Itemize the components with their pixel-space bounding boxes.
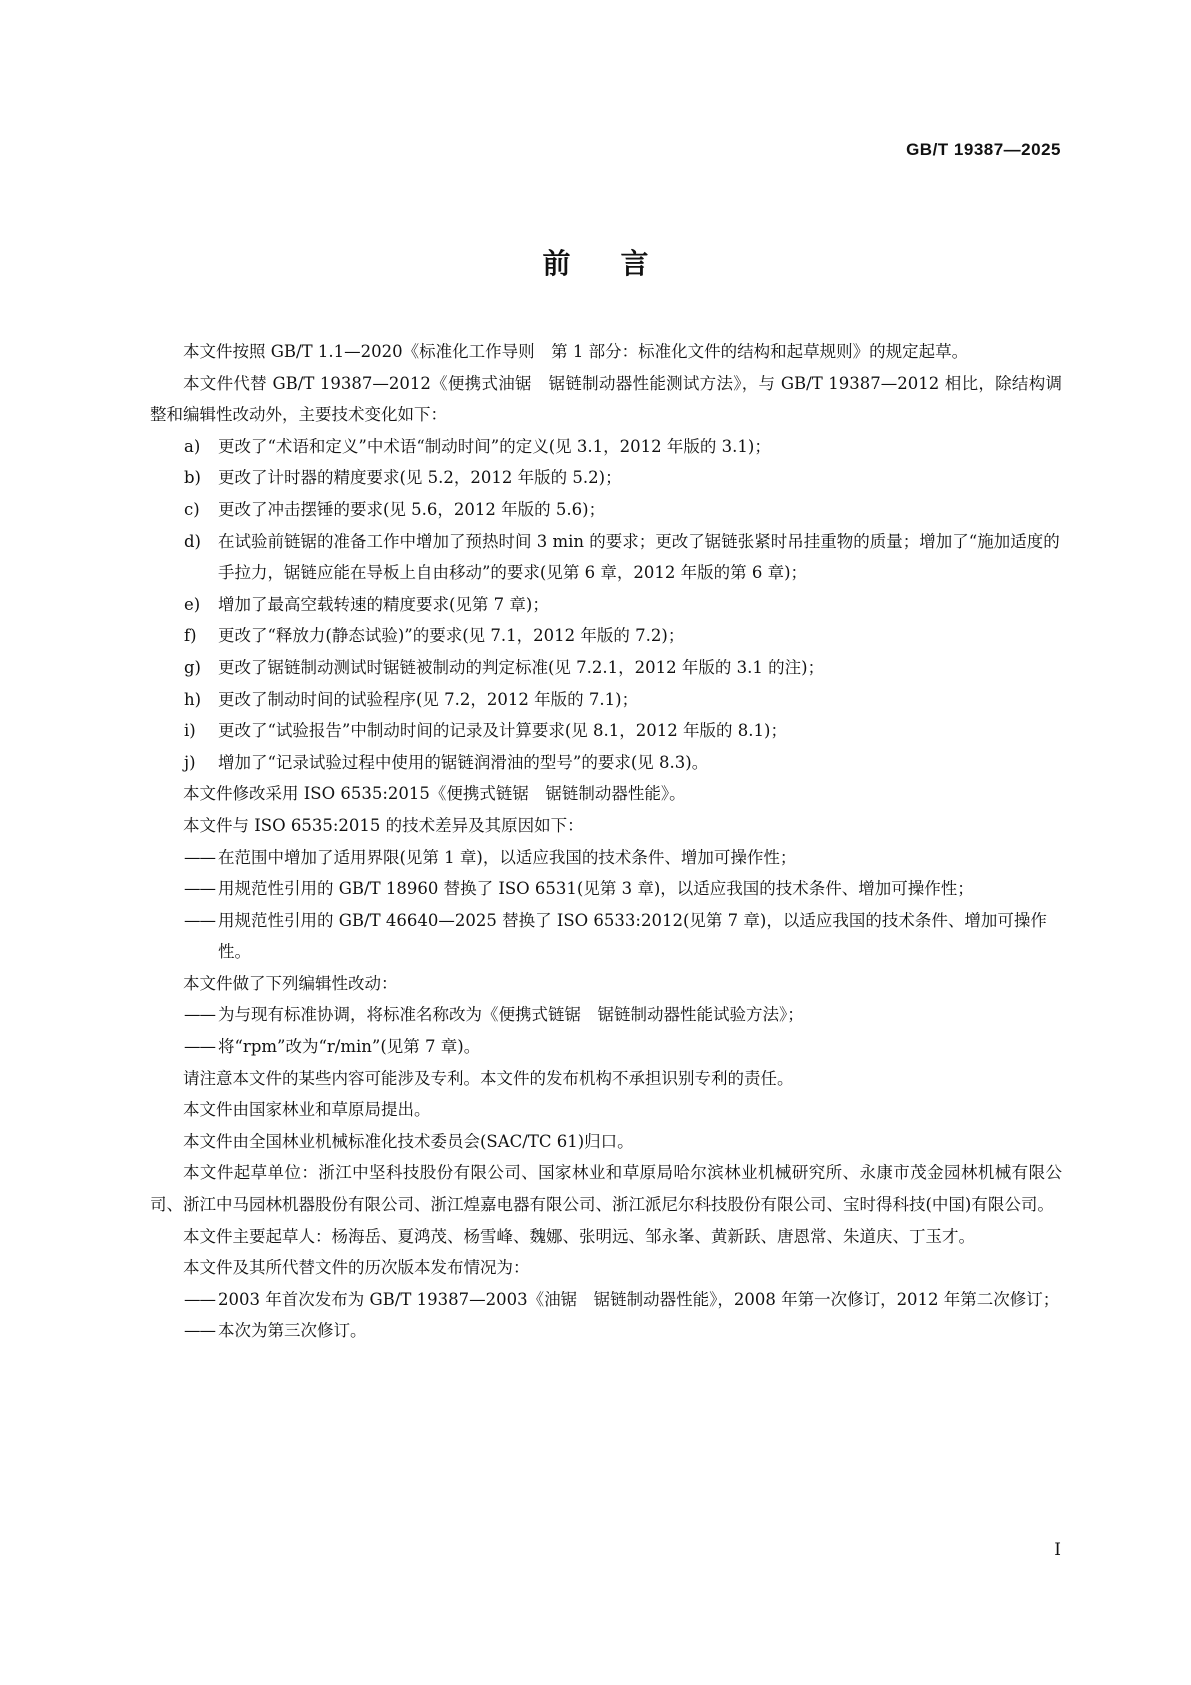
paragraph: 本文件主要起草人：杨海岳、夏鸿茂、杨雪峰、魏娜、张明远、邹永峯、黄新跃、唐恩常、朱道庆、丁玉才。 [183, 1226, 975, 1246]
paragraph: 本文件由全国林业机械标准化技术委员会(SAC/TC 61)归口。 [183, 1131, 634, 1151]
dash-label: —— [184, 910, 215, 930]
dash-text: 本次为第三次修订。 [218, 1321, 367, 1341]
dash-label: —— [184, 1005, 215, 1025]
standard-code: GB/T 19387—2025 [906, 140, 1061, 159]
list-item [150, 431, 1062, 463]
list-item [150, 747, 1062, 779]
list-item [150, 684, 1062, 716]
dash-item [150, 1031, 1062, 1063]
list-label: a) [184, 436, 201, 456]
dash-item [150, 1284, 1062, 1316]
paragraph: 本文件与 ISO 6535:2015 的技术差异及其原因如下： [183, 815, 584, 835]
list-item [150, 715, 1062, 747]
list-label: j) [184, 752, 196, 772]
dash-text: 用规范性引用的 GB/T 18960 替换了 ISO 6531(见第 3 章)，以适应我国的技术条件、增加可操作性； [218, 879, 974, 899]
list-text: 更改了制动时间的试验程序(见 7.2，2012 年版的 7.1)； [218, 689, 639, 709]
list-item [150, 589, 1062, 621]
list-text: 增加了“记录试验过程中使用的锯链润滑油的型号”的要求(见 8.3)。 [218, 752, 709, 772]
dash-text: 为与现有标准协调，将标准名称改为《便携式链锯 锯链制动器性能试验方法》； [218, 1005, 804, 1025]
paragraph: 本文件按照 GB/T 1.1—2020《标准化工作导则 第 1 部分：标准化文件的结构和起草规则》的规定起草。 [183, 342, 969, 361]
list-label: i) [184, 721, 196, 741]
dash-text: 将“rpm”改为“r/min”(见第 7 章)。 [218, 1037, 481, 1057]
list-text: 更改了锯链制动测试时锯链被制动的判定标准(见 7.2.1，2012 年版的 3.1 的注)； [218, 657, 825, 677]
differences-list [150, 842, 1062, 968]
list-label: f) [184, 626, 197, 646]
list-text: 更改了冲击摆锤的要求(见 5.6，2012 年版的 5.6)； [218, 499, 606, 519]
dash-label: —— [184, 847, 215, 867]
page-number: I [1054, 1540, 1061, 1560]
list-label: g) [184, 657, 201, 677]
dash-text: 用规范性引用的 GB/T 46640—2025 替换了 ISO 6533:2012(见第 7 章)，以适应我国的技术条件、增加可操作性。 [218, 910, 1047, 962]
list-text: 增加了最高空载转速的精度要求(见第 7 章)； [218, 594, 549, 614]
list-label: e) [184, 594, 201, 614]
dash-label: —— [184, 1321, 215, 1341]
dash-label: —— [184, 879, 215, 899]
list-label: d) [184, 531, 201, 551]
paragraph: 本文件做了下列编辑性改动： [183, 973, 398, 993]
list-text: 在试验前链锯的准备工作中增加了预热时间 3 min 的要求；更改了锯链张紧时吊挂重物的质量；增加了“施加适度的手拉力，锯链应能在导板上自由移动”的要求(见第 6 章，2012 年版的第 6 章)； [218, 531, 1060, 583]
paragraph: 本文件代替 GB/T 19387—2012《便携式油锯 锯链制动器性能测试方法》，与 GB/T 19387—2012 相比，除结构调整和编辑性改动外，主要技术变化如下： [150, 373, 1062, 425]
foreword-body [150, 336, 1062, 1347]
dash-text: 2003 年首次发布为 GB/T 19387—2003《油锯 锯链制动器性能》，2008 年第一次修订，2012 年第二次修订； [218, 1289, 1060, 1309]
dash-text: 在范围中增加了适用界限(见第 1 章)，以适应我国的技术条件、增加可操作性； [218, 847, 797, 867]
list-item [150, 462, 1062, 494]
list-text: 更改了计时器的精度要求(见 5.2，2012 年版的 5.2)； [218, 468, 622, 488]
paragraph: 本文件修改采用 ISO 6535:2015《便携式链锯 锯链制动器性能》。 [183, 784, 686, 804]
paragraph: 请注意本文件的某些内容可能涉及专利。本文件的发布机构不承担识别专利的责任。 [183, 1068, 794, 1088]
list-text: 更改了“试验报告”中制动时间的记录及计算要求(见 8.1，2012 年版的 8.1)； [218, 721, 787, 741]
dash-item [150, 905, 1062, 968]
page-title: 前言 [542, 247, 699, 280]
list-label: b) [184, 468, 201, 488]
paragraph: 本文件起草单位：浙江中坚科技股份有限公司、国家林业和草原局哈尔滨林业机械研究所、永康市茂金园林机械有限公司、浙江中马园林机器股份有限公司、浙江煌嘉电器有限公司、浙江派尼尔科技股份有限公司、宝时得科技(中国)有限公司。 [150, 1163, 1062, 1215]
history-list [150, 1284, 1062, 1347]
changes-list [150, 431, 1062, 779]
dash-item [150, 999, 1062, 1031]
list-text: 更改了“释放力(静态试验)”的要求(见 7.1，2012 年版的 7.2)； [218, 626, 685, 646]
paragraph: 本文件由国家林业和草原局提出。 [183, 1100, 431, 1120]
list-text: 更改了“术语和定义”中术语“制动时间”的定义(见 3.1，2012 年版的 3.1)； [218, 436, 771, 456]
editorial-list [150, 999, 1062, 1062]
dash-item [150, 1315, 1062, 1347]
list-item [150, 620, 1062, 652]
dash-item [150, 842, 1062, 874]
list-item [150, 652, 1062, 684]
dash-label: —— [184, 1037, 215, 1057]
list-label: h) [184, 689, 202, 709]
dash-label: —— [184, 1289, 215, 1309]
list-label: c) [184, 499, 200, 519]
list-item [150, 494, 1062, 526]
paragraph: 本文件及其所代替文件的历次版本发布情况为： [183, 1258, 530, 1278]
dash-item [150, 873, 1062, 905]
list-item [150, 526, 1062, 589]
